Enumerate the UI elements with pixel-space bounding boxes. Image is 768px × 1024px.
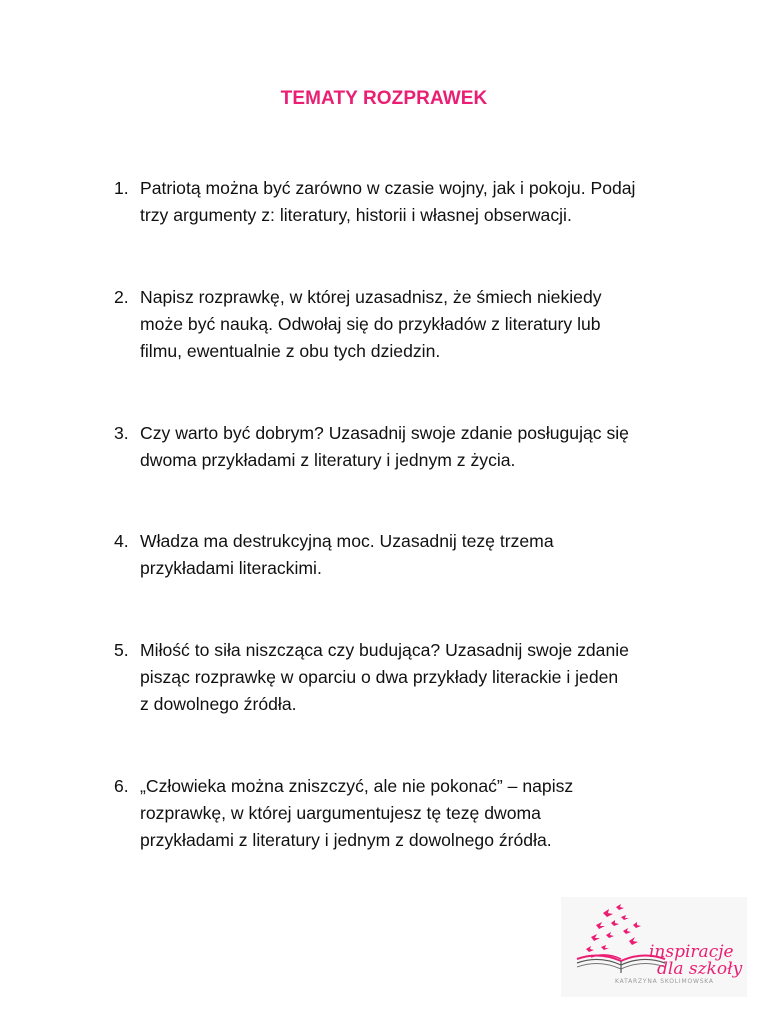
topic-number: 4.: [114, 531, 129, 551]
topic-number: 1.: [114, 178, 129, 198]
topic-line: Czy warto być dobrym? Uzasadnij swoje zdanie posługując się: [140, 423, 629, 443]
topic-item: [114, 637, 674, 718]
page-title: TEMATY ROZPRAWEK: [280, 88, 488, 109]
topic-line: rozprawkę, w której uargumentujesz tę tezę dwoma: [140, 803, 541, 823]
topic-line: Napisz rozprawkę, w której uzasadnisz, że śmiech niekiedy: [140, 287, 602, 307]
publisher-logo: [561, 897, 747, 997]
topic-line: przykładami z literatury i jednym z dowolnego źródła.: [140, 830, 552, 850]
topic-item: [114, 175, 674, 229]
topic-line: z dowolnego źródła.: [140, 694, 297, 714]
topic-number: 6.: [114, 776, 129, 796]
topic-item: [114, 773, 674, 854]
topic-line: Władza ma destrukcyjną moc. Uzasadnij tezę trzema: [140, 531, 554, 551]
topic-line: dwoma przykładami z literatury i jednym z życia.: [140, 450, 516, 470]
topic-line: „Człowieka można zniszczyć, ale nie pokonać” – napisz: [140, 776, 574, 796]
topic-item: [114, 528, 674, 582]
topic-number: 5.: [114, 640, 129, 660]
topic-item: [114, 420, 674, 474]
topic-line: filmu, ewentualnie z obu tych dziedzin.: [140, 341, 441, 361]
topic-line: Miłość to siła niszcząca czy budująca? Uzasadnij swoje zdanie: [140, 640, 629, 660]
topic-number: 2.: [114, 287, 129, 307]
topic-line: może być nauką. Odwołaj się do przykładów z literatury lub: [140, 314, 601, 334]
topic-line: Patriotą można być zarówno w czasie wojny, jak i pokoju. Podaj: [140, 178, 636, 198]
topic-line: trzy argumenty z: literatury, historii i własnej obserwacji.: [140, 205, 572, 225]
logo-text-line1: inspiracje: [649, 942, 734, 962]
logo-author: KATARZYNA SKOLIMOWSKA: [615, 978, 714, 985]
logo-text-line2: dla szkoły: [657, 959, 743, 979]
topic-item: [114, 284, 674, 365]
topic-line: pisząc rozprawkę w oparciu o dwa przykłady literackie i jeden: [140, 667, 619, 687]
topic-number: 3.: [114, 423, 129, 443]
topic-line: przykładami literackimi.: [140, 558, 322, 578]
